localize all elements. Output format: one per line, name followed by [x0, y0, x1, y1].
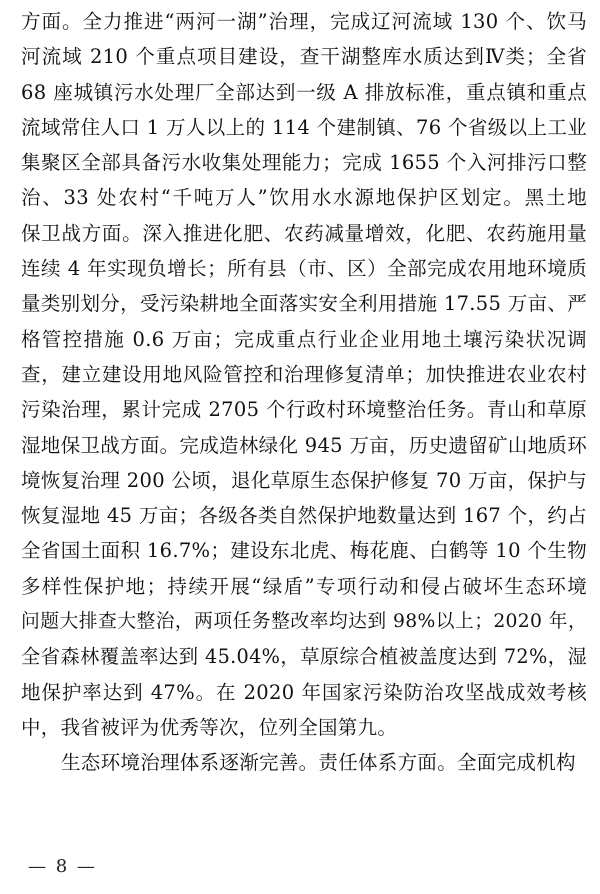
paragraph-start-line: 生态环境治理体系逐渐完善。责任体系方面。全面完成机构	[61, 751, 576, 775]
text-line: 治、33 处农村“千吨万人”饮用水水源地保护区划定。黑土地	[21, 186, 587, 210]
page-number: — 8 —	[28, 856, 97, 877]
text-line: 保卫战方面。深入推进化肥、农药减量增效，化肥、农药施用量	[21, 221, 587, 245]
text-line: 河流域 210 个重点项目建设，查干湖整库水质达到Ⅳ类；全省	[21, 45, 587, 69]
text-line: 全省国土面积 16.7%；建设东北虎、梅花鹿、白鹤等 10 个生物	[21, 539, 587, 563]
text-line: 流域常住人口 1 万人以上的 114 个建制镇、76 个省级以上工业	[21, 115, 587, 139]
text-line: 连续 4 年实现负增长；所有县（市、区）全部完成农用地环境质	[21, 257, 587, 281]
text-line: 地保护率达到 47%。在 2020 年国家污染防治攻坚战成效考核	[21, 680, 587, 704]
text-line: 集聚区全部具备污水收集处理能力；完成 1655 个入河排污口整	[21, 151, 587, 175]
text-line: 量类别划分，受污染耕地全面落实安全利用措施 17.55 万亩、严	[21, 292, 587, 316]
text-line: 湿地保卫战方面。完成造林绿化 945 万亩，历史遗留矿山地质环	[21, 433, 587, 457]
text-line: 污染治理，累计完成 2705 个行政村环境整治任务。青山和草原	[21, 398, 587, 422]
body-text	[21, 4, 587, 781]
text-line: 问题大排查大整治，两项任务整改率均达到 98%以上；2020 年，	[21, 611, 587, 633]
text-line: 境恢复治理 200 公顷，退化草原生态保护修复 70 万亩，保护与	[21, 468, 587, 492]
text-line: 恢复湿地 45 万亩；各级各类自然保护地数量达到 167 个，约占	[21, 504, 587, 528]
text-line: 全省森林覆盖率达到 45.04%，草原综合植被盖度达到 72%，湿	[21, 645, 587, 669]
text-line: 多样性保护地；持续开展“绿盾”专项行动和侵占破坏生态环境	[21, 574, 587, 598]
text-line: 68 座城镇污水处理厂全部达到一级 A 排放标准，重点镇和重点	[21, 80, 587, 104]
text-line: 查，建立建设用地风险管控和治理修复清单；加快推进农业农村	[21, 362, 587, 386]
text-line: 方面。全力推进“两河一湖”治理，完成辽河流域 130 个、饮马	[21, 10, 587, 33]
text-line: 格管控措施 0.6 万亩；完成重点行业企业用地土壤污染状况调	[21, 327, 587, 351]
text-line: 中，我省被评为优秀等次，位列全国第九。	[21, 715, 398, 739]
